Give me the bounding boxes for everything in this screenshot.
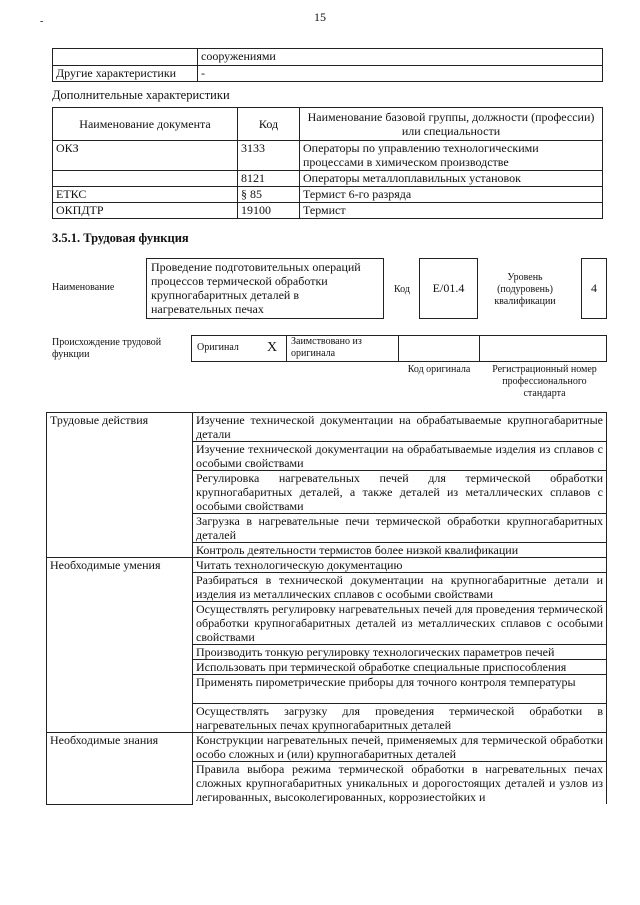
detail-item: Конструкции нагревательных печей, применяемых для термической обработки особо сложных и (или) крупногабаритных деталей xyxy=(193,733,607,762)
origin-row xyxy=(191,335,607,362)
name-cell: Операторы по управлению технологическими процессами в химическом производстве xyxy=(300,141,603,171)
doc-cell: ОКПДТР xyxy=(53,203,238,219)
name-cell: Термист xyxy=(300,203,603,219)
detail-item: Разбираться в технической документации на крупногабаритные детали и изделия из металлических сплавов с особыми свойствами xyxy=(193,573,607,602)
origin-label: Происхождение трудовой функции xyxy=(52,337,162,360)
characteristics-table xyxy=(52,48,603,82)
row-label xyxy=(53,49,198,66)
header-group-name: Наименование базовой группы, должности (профессии) или специальности xyxy=(300,108,603,141)
other-characteristics-label: Другие характеристики xyxy=(53,66,198,82)
code-original-label: Код оригинала xyxy=(407,364,471,375)
registration-number-label: Регистрационный номер профессионального стандарта xyxy=(492,364,597,399)
level-box: 4 xyxy=(581,258,607,319)
name-cell: Термист 6-го разряда xyxy=(300,187,603,203)
detail-item: Правила выбора режима термической обработки в нагревательных печах сложных крупногабаритных уникальных и дорогостоящих деталей и узлов из легированных, высоколегированных, коррозиестойких и xyxy=(193,762,607,805)
origin-divider xyxy=(286,335,287,362)
function-name-box: Проведение подготовительных операций процессов термической обработки крупногабаритных деталей в нагревательных печах xyxy=(146,258,384,319)
function-code-box: E/01.4 xyxy=(419,258,478,319)
detail-item: Загрузка в нагревательные печи термической обработки крупногабаритных деталей xyxy=(193,514,607,543)
origin-divider xyxy=(398,335,399,362)
borrowed-label: Заимствовано из оригинала xyxy=(291,336,362,359)
code-label: Код xyxy=(394,284,410,295)
name-label: Наименование xyxy=(52,282,115,293)
origin-divider xyxy=(479,335,480,362)
function-details-table xyxy=(46,412,607,805)
other-characteristics-value: - xyxy=(198,66,603,82)
doc-cell xyxy=(53,171,238,187)
category-label: Необходимые знания xyxy=(47,733,193,805)
code-cell: 8121 xyxy=(238,171,300,187)
additional-heading: Дополнительные характеристики xyxy=(52,88,230,102)
detail-item: Читать технологическую документацию xyxy=(193,558,607,573)
code-cell: 3133 xyxy=(238,141,300,171)
detail-item: Использовать при термической обработке специальные приспособления xyxy=(193,660,607,675)
detail-item: Применять пирометрические приборы для точного контроля температуры xyxy=(193,675,607,704)
original-label: Оригинал xyxy=(197,342,239,353)
detail-item: Осуществлять загрузку для проведения термической обработки в нагревательных печах крупногабаритных деталей xyxy=(193,704,607,733)
detail-item: Контроль деятельности термистов более низкой квалификации xyxy=(193,543,607,558)
detail-item: Изучение технической документации на обрабатываемые изделия из сплавов с особыми свойствами xyxy=(193,442,607,471)
detail-item: Изучение технической документации на обрабатываемые крупногабаритные детали xyxy=(193,413,607,442)
detail-item: Производить тонкую регулировку технологических параметров печей xyxy=(193,645,607,660)
header-code: Код xyxy=(238,108,300,141)
name-cell: Операторы металлоплавильных установок xyxy=(300,171,603,187)
function-heading: 3.5.1. Трудовая функция xyxy=(52,231,189,245)
corner-mark: - xyxy=(40,16,44,27)
header-document: Наименование документа xyxy=(53,108,238,141)
page-number: 15 xyxy=(314,10,326,24)
code-cell: § 85 xyxy=(238,187,300,203)
original-mark: X xyxy=(267,340,278,355)
code-cell: 19100 xyxy=(238,203,300,219)
detail-item: Регулировка нагревательных печей для термической обработки крупногабаритных деталей, а также деталей из металлических сплавов с особыми свойствами xyxy=(193,471,607,514)
doc-cell: ОКЗ xyxy=(53,141,238,171)
category-label: Трудовые действия xyxy=(47,413,193,558)
additional-table xyxy=(52,107,603,219)
row-value: сооружениями xyxy=(198,49,603,66)
level-label: Уровень (подуровень) квалификации xyxy=(494,272,556,307)
detail-item: Осуществлять регулировку нагревательных печей для проведения термической обработки крупногабаритных деталей из металлических сплавов с особыми свойствами xyxy=(193,602,607,645)
doc-cell: ЕТКС xyxy=(53,187,238,203)
category-label: Необходимые умения xyxy=(47,558,193,733)
